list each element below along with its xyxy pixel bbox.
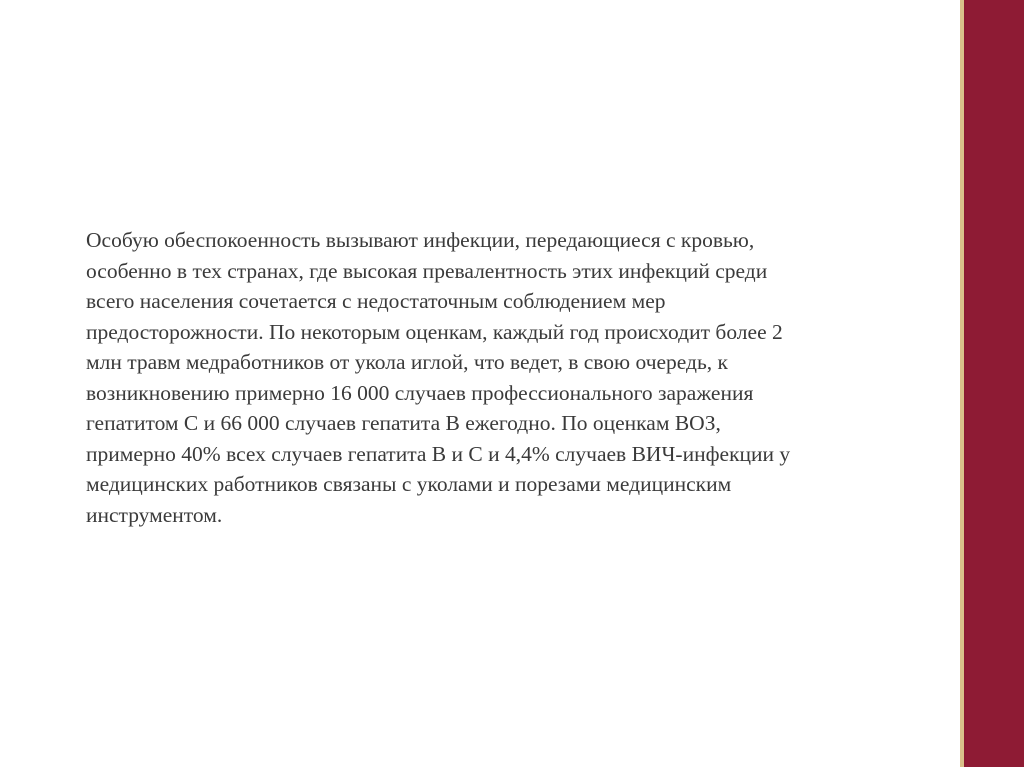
text-line: примерно 40% всех случаев гепатита В и С и 4,4% случаев ВИЧ-инфекции у [86,441,791,466]
text-line: Особую обеспокоенность вызывают инфекции, передающиеся с кровью, [86,228,755,252]
text-line: предосторожности. По некоторым оценкам, каждый год происходит более 2 [86,319,783,344]
slide-body-text [86,225,936,530]
text-line: гепатитом С и 66 000 случаев гепатита В ежегодно. По оценкам ВОЗ, [86,411,721,435]
text-line: возникновению примерно 16 000 случаев профессионального заражения [86,380,754,405]
text-line: особенно в тех странах, где высокая превалентность этих инфекций среди [86,258,768,283]
side-bar-edge [960,0,964,767]
text-line: млн травм медработников от укола иглой, что ведет, в свою очередь, к [86,350,728,374]
text-line: всего населения сочетается с недостаточным соблюдением мер [86,289,666,313]
text-line: медицинских работников связаны с уколами и порезами медицинским [86,472,732,496]
text-line: инструментом. [86,502,223,527]
decorative-side-bar [962,0,1024,767]
